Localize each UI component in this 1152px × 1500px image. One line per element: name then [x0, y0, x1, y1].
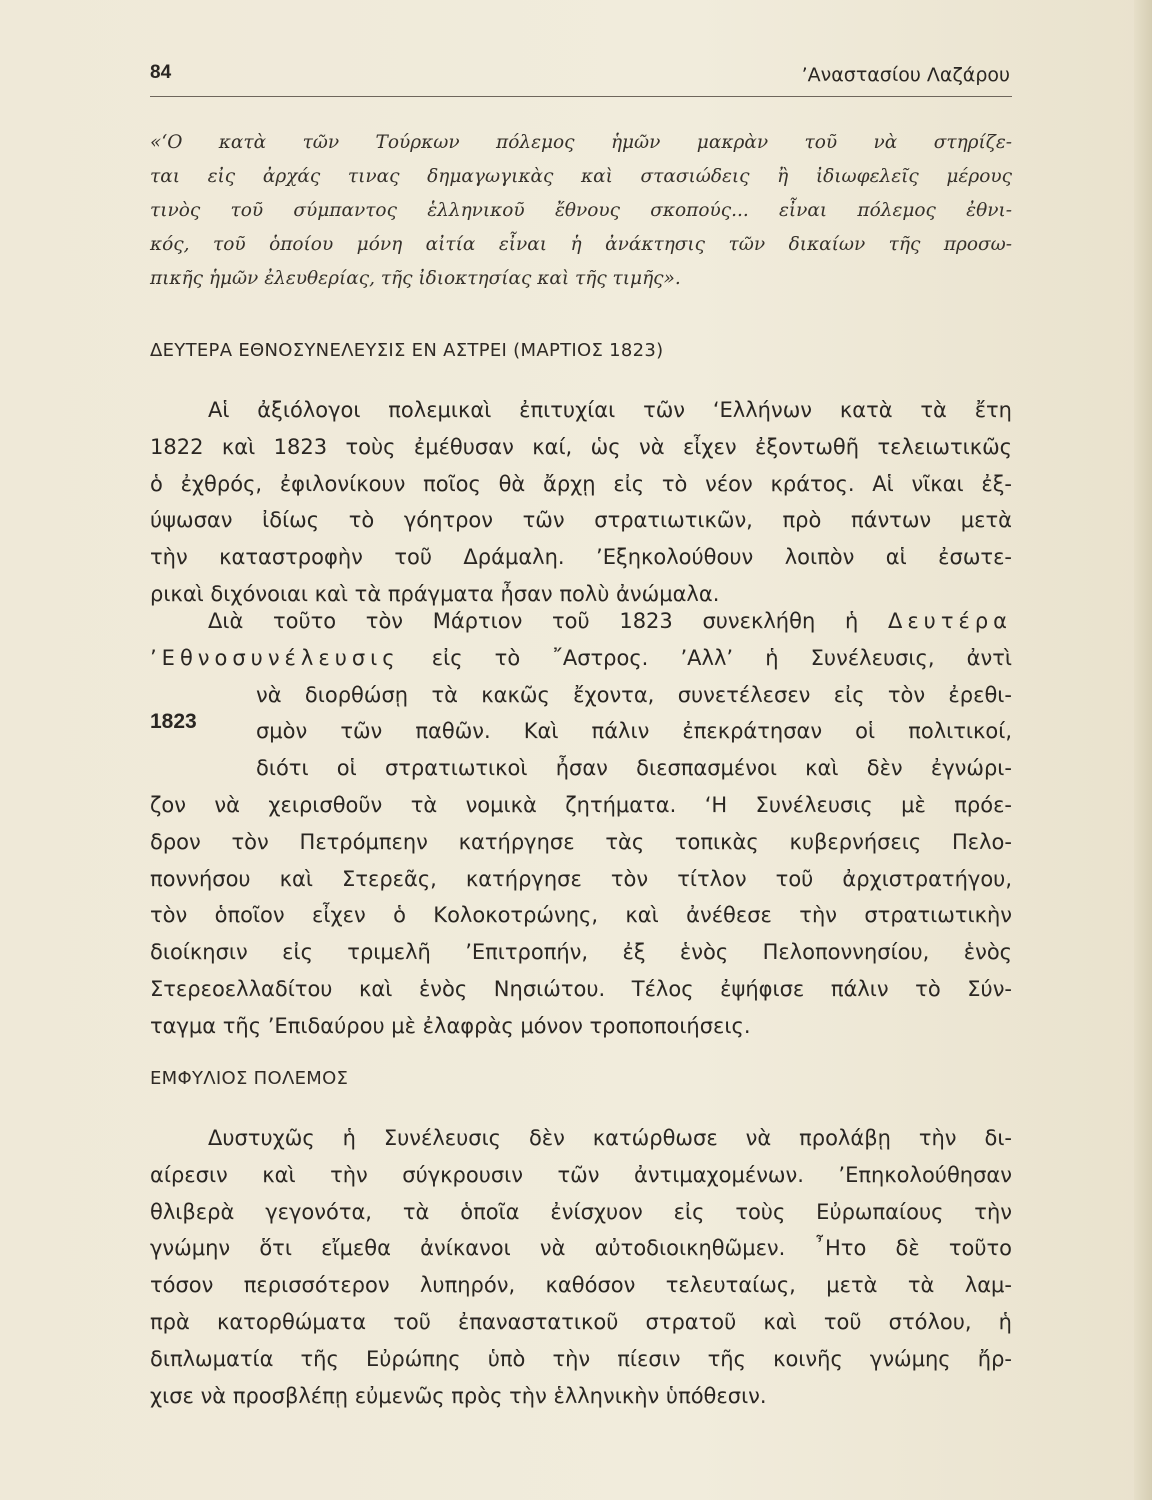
section-heading-civil-war: ΕΜΦΥΛΙΟΣ ΠΟΛΕΜΟΣ	[150, 1068, 349, 1089]
text-line	[150, 603, 1012, 640]
text-line: τὴν καταστροφὴν τοῦ Δράμαλη. ’Εξηκολούθουν λοιπὸν αἱ ἐσωτε-	[150, 545, 1012, 570]
text-line: 1822 καὶ 1823 τοὺς ἐμέθυσαν καί, ὡς νὰ εἶχεν ἐξοντωθῆ τελειωτικῶς	[150, 434, 1012, 459]
text-line: ρικαὶ διχόνοιαι καὶ τὰ πράγματα ἦσαν πολὺ ἀνώμαλα.	[150, 581, 720, 606]
text-line: Δυστυχῶς ἡ Συνέλευσις δὲν κατώρθωσε νὰ προλάβῃ τὴν δι-	[208, 1126, 1012, 1150]
text-segment: εἰς τὸ ῎Αστρος. ’Αλλ’ ἡ Συνέλευσις, ἀντὶ	[431, 645, 1012, 670]
text-line: αίρεσιν καὶ τὴν σύγκρουσιν τῶν ἀντιμαχομένων. ’Επηκολούθησαν	[150, 1162, 1012, 1187]
spaced-emphasis: Δευτέρα	[887, 609, 1012, 633]
quotation-block	[150, 126, 1012, 296]
text-line: χισε νὰ προσβλέπῃ εὐμενῶς πρὸς τὴν ἑλληνικὴν ὑπόθεσιν.	[150, 1383, 767, 1408]
text-line: τόσον περισσότερον λυπηρόν, καθόσον τελευταίως, μετὰ τὰ λαμ-	[150, 1273, 1012, 1298]
quote-line: ται εἰς ἀρχάς τινας δημαγωγικὰς καὶ στασιώδεις ἢ ἰδιωφελεῖς μέρους	[150, 166, 1012, 187]
paragraph-assembly	[150, 603, 1012, 1045]
text-line: διοίκησιν εἰς τριμελῆ ’Επιτροπήν, ἐξ ἑνὸς Πελοποννησίου, ἑνὸς	[150, 940, 1012, 965]
margin-year: 1823	[150, 710, 197, 733]
quote-line: τινὸς τοῦ σύμπαντος ἑλληνικοῦ ἔθνους σκοπούς... εἶναι πόλεμος ἐθνι-	[150, 200, 1012, 221]
paragraph-victories	[150, 392, 1012, 613]
page-header	[150, 62, 1012, 97]
text-line	[150, 640, 1012, 677]
text-line: θλιβερὰ γεγονότα, τὰ ὁποῖα ἐνίσχυον εἰς τοὺς Εὐρωπαίους τὴν	[150, 1199, 1012, 1224]
text-line: σμὸν τῶν παθῶν. Καὶ πάλιν ἐπεκράτησαν οἱ πολιτικοί,	[256, 719, 1012, 744]
text-line: πρὰ κατορθώματα τοῦ ἐπαναστατικοῦ στρατοῦ καὶ τοῦ στόλου, ἡ	[150, 1309, 1012, 1334]
text-line: Αἱ ἀξιόλογοι πολεμικαὶ ἐπιτυχίαι τῶν ‘Ελλήνων κατὰ τὰ ἔτη	[208, 398, 1012, 422]
section-heading-second-assembly: ΔΕΥΤΕΡΑ ΕΘΝΟΣΥΝΕΛΕΥΣΙΣ ΕΝ ΑΣΤΡΕΙ (ΜΑΡΤΙΟΣ 1823)	[150, 340, 664, 361]
text-line: ποννήσου καὶ Στερεᾶς, κατήργησε τὸν τίτλον τοῦ ἀρχιστρατήγου,	[150, 866, 1012, 891]
quote-line: κός, τοῦ ὁποίου μόνη αἰτία εἶναι ἡ ἀνάκτησις τῶν δικαίων τῆς προσω-	[150, 234, 1012, 255]
text-line: τὸν ὁποῖον εἶχεν ὁ Κολοκοτρώνης, καὶ ἀνέθεσε τὴν στρατιωτικὴν	[150, 903, 1012, 928]
quote-line: πικῆς ἡμῶν ἐλευθερίας, τῆς ἰδιοκτησίας καὶ τῆς τιμῆς».	[150, 268, 681, 289]
text-line: ταγμα τῆς ’Επιδαύρου μὲ ἐλαφρὰς μόνον τροποποιήσεις.	[150, 1013, 751, 1038]
text-line: ύψωσαν ἰδίως τὸ γόητρον τῶν στρατιωτικῶν, πρὸ πάντων μετὰ	[150, 508, 1012, 533]
text-line: νὰ διορθώσῃ τὰ κακῶς ἔχοντα, συνετέλεσεν εἰς τὸν ἐρεθι-	[256, 682, 1012, 707]
page-number: 84	[150, 62, 172, 83]
text-line: γνώμην ὅτι εἴμεθα ἀνίκανοι νὰ αὐτοδιοικηθῶμεν. ῏Ητο δὲ τοῦτο	[150, 1236, 1012, 1261]
text-line: ὁ ἐχθρός, ἐφιλονίκουν ποῖος θὰ ἄρχῃ εἰς τὸ νέον κράτος. Αἱ νῖκαι ἐξ-	[150, 471, 1012, 496]
text-line: διπλωματία τῆς Εὐρώπης ὑπὸ τὴν πίεσιν τῆς κοινῆς γνώμης ἤρ-	[150, 1346, 1012, 1371]
running-head: ’Αναστασίου Λαζάρου	[801, 64, 1010, 86]
spaced-emphasis: ’Εθνοσυνέλευσις	[150, 645, 400, 670]
page-edge	[1134, 0, 1152, 1500]
text-line: Στερεοελλαδίτου καὶ ἑνὸς Νησιώτου. Τέλος ἐψήφισε πάλιν τὸ Σύν-	[150, 976, 1012, 1001]
text-line: διότι οἱ στρατιωτικοὶ ἦσαν διεσπασμένοι καὶ δὲν ἐγνώρι-	[256, 756, 1012, 781]
text-line: δρον τὸν Πετρόμπεην κατήργησε τὰς τοπικὰς κυβερνήσεις Πελο-	[150, 829, 1012, 854]
quote-line: «‘Ο κατὰ τῶν Τούρκων πόλεμος ἡμῶν μακρὰν τοῦ νὰ στηρίζε-	[150, 132, 1012, 153]
paragraph-civil-war	[150, 1120, 1012, 1414]
text-segment: Διὰ τοῦτο τὸν Μάρτιον τοῦ 1823 συνεκλήθη ἡ	[208, 609, 859, 633]
text-line: ζον νὰ χειρισθοῦν τὰ νομικὰ ζητήματα. ‘Η Συνέλευσις μὲ πρόε-	[150, 792, 1012, 817]
